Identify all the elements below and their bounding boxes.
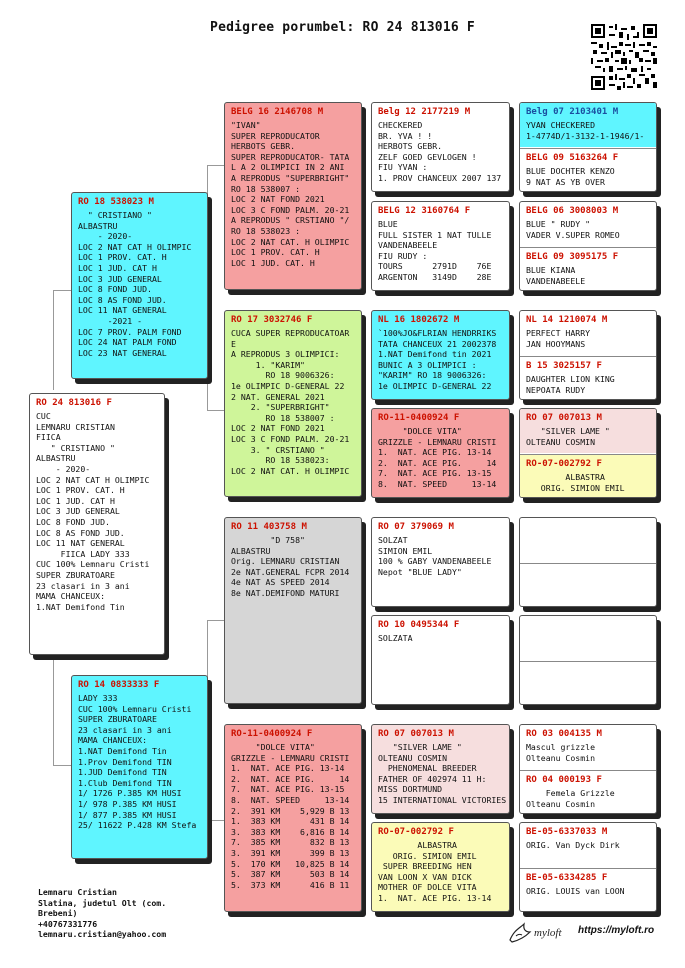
granddam-maternal-card[interactable] xyxy=(224,724,362,912)
g3-ring: RO 07 007013 M xyxy=(526,413,602,423)
gp-ring: BELG 16 2146708 M xyxy=(231,107,324,117)
g3-half xyxy=(520,563,656,607)
g3-half xyxy=(520,770,656,814)
grandsire-paternal-card[interactable] xyxy=(224,102,362,290)
subject-details: CUC LEMNARU CRISTIAN FIICA " CRISTIANO " ALBASTRU - 2020- LOC 2 NAT CAT H OLIMPIC LOC 1 PROV. CAT. H LOC 1 JUD. CAT H LOC 3 JUD GENERAL LOC 8 FOND JUD. LOC 8 AS FOND JUD. LOC 11 NAT GENERAL FIICA LADY 333 CUC 100% Lemnaru Cristi SUPER ZBURATOARE 23 clasari in 3 ani MAMA CHANCEUX: 1.NAT Demifond Tin xyxy=(36,411,150,612)
g3-ring: B 15 3025157 F xyxy=(526,361,602,371)
ggp-ring: RO 07 379069 M xyxy=(378,522,454,532)
grandsire-maternal-card[interactable] xyxy=(224,517,362,704)
ggp-ring: RO-11-0400924 F xyxy=(378,413,460,423)
sire-details: " CRISTIANO " ALBASTRU - 2020- LOC 2 NAT CAT H OLIMPIC LOC 1 PROV. CAT. H LOC 1 JUD. CAT H LOC 3 JUD GENERAL LOC 8 FOND JUD. LOC 8 AS FOND JUD. LOC 11 NAT GENERAL -2021 - LOC 7 PROV. PALM FOND LOC 24 NAT PALM FOND LOC 23 NAT GENERAL xyxy=(78,210,192,358)
g3-half xyxy=(520,868,656,912)
ggp-card[interactable] xyxy=(371,408,510,498)
sire-ring: RO 18 538023 M xyxy=(78,197,154,207)
ggp-ring: RO-07-002792 F xyxy=(378,827,454,837)
gp-details: "IVAN" SUPER REPRODUCATOR HERBOTS GEBR. SUPER REPRODUCATOR- TATA L A 2 OLIMPICI IN 2 ANI A REPRODUS "SUPERBRIGHT" RO 18 538007 : LOC 2 NAT FOND 2021 LOC 3 C FOND PALM. 20-21 A REPRODUS " CRSTIANO "/ RO 18 538023 : LOC 2 NAT CAT. H OLIMPIC LOC 1 PROV. CAT. H LOC 1 JUD. CAT. H xyxy=(231,120,350,268)
gp-ring: RO 11 403758 M xyxy=(231,522,307,532)
connector-line xyxy=(207,165,224,166)
g3-half xyxy=(520,311,656,355)
g3-details: Mascul grizzle Olteanu Cosmin xyxy=(526,742,596,763)
ggp-card[interactable] xyxy=(371,310,510,400)
g3-details: BLUE " RUDY " VADER V.SUPER ROMEO xyxy=(526,219,620,240)
subject-card[interactable] xyxy=(29,393,165,655)
dam-card[interactable] xyxy=(71,675,208,859)
g3-card-empty[interactable] xyxy=(519,517,657,607)
g3-card[interactable] xyxy=(519,408,657,498)
g3-half xyxy=(520,148,656,192)
gp-ring: RO-11-0400924 F xyxy=(231,729,313,739)
g3-details: ORIG. LOUIS van LOON xyxy=(526,886,625,896)
g3-half xyxy=(520,103,656,147)
page-title: Pedigree porumbel: RO 24 813016 F xyxy=(210,20,475,35)
ggp-details: SOLZATA xyxy=(378,633,413,643)
g3-ring: Belg 07 2103401 M xyxy=(526,107,619,117)
connector-line xyxy=(207,620,224,621)
ggp-details: CHECKERED BR. YVA ! ! HERBOTS GEBR. ZELF GOED GEVLOGEN ! FIU YVAN : 1. PROV CHANCEUX 2007 137 xyxy=(378,120,502,183)
dam-details: LADY 333 CUC 100% Lemnaru Cristi SUPER ZBURATOARE 23 clasari in 3 ani MAMA CHANCEUX: 1.NAT Demifond Tin 1.Prov Demifond TIN 1.JUD Demifond TIN 1.Club Demifond TIN 1/ 1726 P.385 KM HUSI 1/ 978 P.385 KM HUSI 1/ 877 P.385 KM HUSI 25/ 11622 P.428 KM Stefa xyxy=(78,693,197,831)
g3-ring: BELG 09 3095175 F xyxy=(526,252,619,262)
ggp-ring: Belg 12 2177219 M xyxy=(378,107,471,117)
connector-line xyxy=(207,820,224,821)
g3-ring: BELG 06 3008003 M xyxy=(526,206,619,216)
ggp-details: BLUE FULL SISTER 1 NAT TULLE VANDENABEELE FIU RUDY : TOURS 2791D 76E ARGENTON 3149D 28E xyxy=(378,219,492,282)
dam-ring: RO 14 0833333 F xyxy=(78,680,160,690)
connector-line xyxy=(53,765,71,766)
ggp-card[interactable] xyxy=(371,201,510,291)
g3-card-empty[interactable] xyxy=(519,615,657,705)
g3-ring: BE-05-6337033 M xyxy=(526,827,608,837)
g3-half xyxy=(520,247,656,291)
ggp-details: "SILVER LAME " OLTEANU COSMIN PHENOMENAL BREEDER FATHER OF 402974 11 H: MISS DORTMUND 15 INTERNATIONAL VICTORIES xyxy=(378,742,507,805)
connector-line xyxy=(53,290,71,291)
gp-ring: RO 17 3032746 F xyxy=(231,315,313,325)
g3-ring: RO 04 000193 F xyxy=(526,775,602,785)
logo-text: myloft xyxy=(534,927,562,939)
g3-details: BLUE KIANA VANDENABEELE xyxy=(526,265,586,286)
ggp-card[interactable] xyxy=(371,102,510,192)
ggp-card[interactable] xyxy=(371,822,510,912)
g3-ring: RO-07-002792 F xyxy=(526,459,602,469)
g3-details: ALBASTRA ORIG. SIMION EMIL xyxy=(540,472,625,493)
g3-card[interactable] xyxy=(519,102,657,192)
ggp-details: `100%JO&FLRIAN HENDRRIKS TATA CHANCEUX 21 2002378 1.NAT Demifond tin 2021 BUNIC A 3 OLIMPICI : "KARIM" RO 18 9006326: 1e OLIMPIC D-GENERAL 22 xyxy=(378,328,497,391)
g3-half xyxy=(520,823,656,867)
g3-ring: NL 14 1210074 M xyxy=(526,315,608,325)
g3-card[interactable] xyxy=(519,724,657,814)
g3-details: DAUGHTER LION KING NEPOATA RUDY xyxy=(526,374,615,395)
g3-ring: BELG 09 5163264 F xyxy=(526,153,619,163)
g3-card[interactable] xyxy=(519,822,657,912)
ggp-ring: BELG 12 3160764 F xyxy=(378,206,471,216)
ggp-card[interactable] xyxy=(371,517,510,607)
g3-details: ORIG. Van Dyck Dirk xyxy=(526,840,620,850)
g3-card[interactable] xyxy=(519,201,657,291)
gp-details: "D 758" ALBASTRU Orig. LEMNARU CRISTIAN 2e NAT.GENERAL FCPR 2014 4e NAT AS SPEED 2014 8e NAT.DEMIFOND MATURI xyxy=(231,535,350,598)
ggp-card[interactable] xyxy=(371,724,510,814)
g3-half xyxy=(520,454,656,498)
g3-details: YVAN CHECKERED 1-4774D/1-3132-1-1946/1- xyxy=(526,120,645,141)
g3-details: BLUE DOCHTER KENZO 9 NAT AS YB OVER xyxy=(526,166,615,187)
website-link[interactable]: https://myloft.ro xyxy=(578,925,655,936)
sire-card[interactable] xyxy=(71,192,208,379)
ggp-ring: RO 07 007013 M xyxy=(378,729,454,739)
connector-line xyxy=(207,410,224,411)
ggp-ring: NL 16 1802672 M xyxy=(378,315,460,325)
ggp-card[interactable] xyxy=(371,615,510,705)
g3-half xyxy=(520,725,656,769)
g3-details: PERFECT HARRY JAN HOOYMANS xyxy=(526,328,591,349)
ggp-details: SOLZAT SIMION EMIL 100 % GABY VANDENABEELE Nepot "BLUE LADY" xyxy=(378,535,492,577)
gp-details: CUCA SUPER REPRODUCATOAR E A REPRODUS 3 OLIMPICI: 1. "KARIM" RO 18 9006326: 1e OLIMPIC D-GENERAL 22 2 NAT. GENERAL 2021 2. "SUPERBRIGHT" RO 18 538007 : LOC 2 NAT FOND 2021 LOC 3 C FOND PALM. 20-21 3. " CRSTIANO " RO 18 538023: LOC 2 NAT CAT. H OLIMPIC xyxy=(231,328,350,476)
myloft-logo xyxy=(506,920,576,946)
granddam-paternal-card[interactable] xyxy=(224,310,362,497)
dove-icon xyxy=(506,920,576,946)
connector-line xyxy=(53,655,54,765)
connector-line xyxy=(53,290,54,390)
g3-details: "SILVER LAME " OLTEANU COSMIN xyxy=(526,426,610,447)
gp-details: "DOLCE VITA" GRIZZLE - LEMNARU CRISTI 1. NAT. ACE PIG. 13-14 2. NAT. ACE PIG. 14 7. NAT. ACE PIG. 13-15 8. NAT. SPEED 13-14 2. 391 KM 5,929 B 13 1. 383 KM 431 B 14 3. 383 KM 6,816 B 14 7. 385 KM 832 B 13 3. 391 KM 399 B 13 5. 170 KM 10,825 B 14 5. 387 KM 503 B 14 5. 373 KM 416 B 11 xyxy=(231,742,350,890)
breeder-contact: Lemnaru Cristian Slatina, judetul Olt (com. Brebeni) +40767331776 lemnaru.cristian@yahoo.com xyxy=(38,887,167,940)
g3-half xyxy=(520,661,656,705)
g3-ring: BE-05-6334285 F xyxy=(526,873,608,883)
g3-card[interactable] xyxy=(519,310,657,400)
ggp-details: ALBASTRA ORIG. SIMION EMIL SUPER BREEDING HEN VAN LOON X VAN DICK MOTHER OF DOLCE VITA 1. NAT. ACE PIG. 13-14 xyxy=(378,840,492,903)
g3-details: Femela Grizzle Olteanu Cosmin xyxy=(526,788,615,809)
g3-half xyxy=(520,409,656,453)
ggp-details: "DOLCE VITA" GRIZZLE - LEMNARU CRISTI 1. NAT. ACE PIG. 13-14 2. NAT. ACE PIG. 14 7. NAT. ACE PIG. 13-15 8. NAT. SPEED 13-14 xyxy=(378,426,497,489)
qr-code xyxy=(591,24,657,90)
g3-ring: RO 03 004135 M xyxy=(526,729,602,739)
subject-ring: RO 24 813016 F xyxy=(36,398,112,408)
g3-half xyxy=(520,202,656,246)
g3-half xyxy=(520,356,656,400)
ggp-ring: RO 10 0495344 F xyxy=(378,620,460,630)
